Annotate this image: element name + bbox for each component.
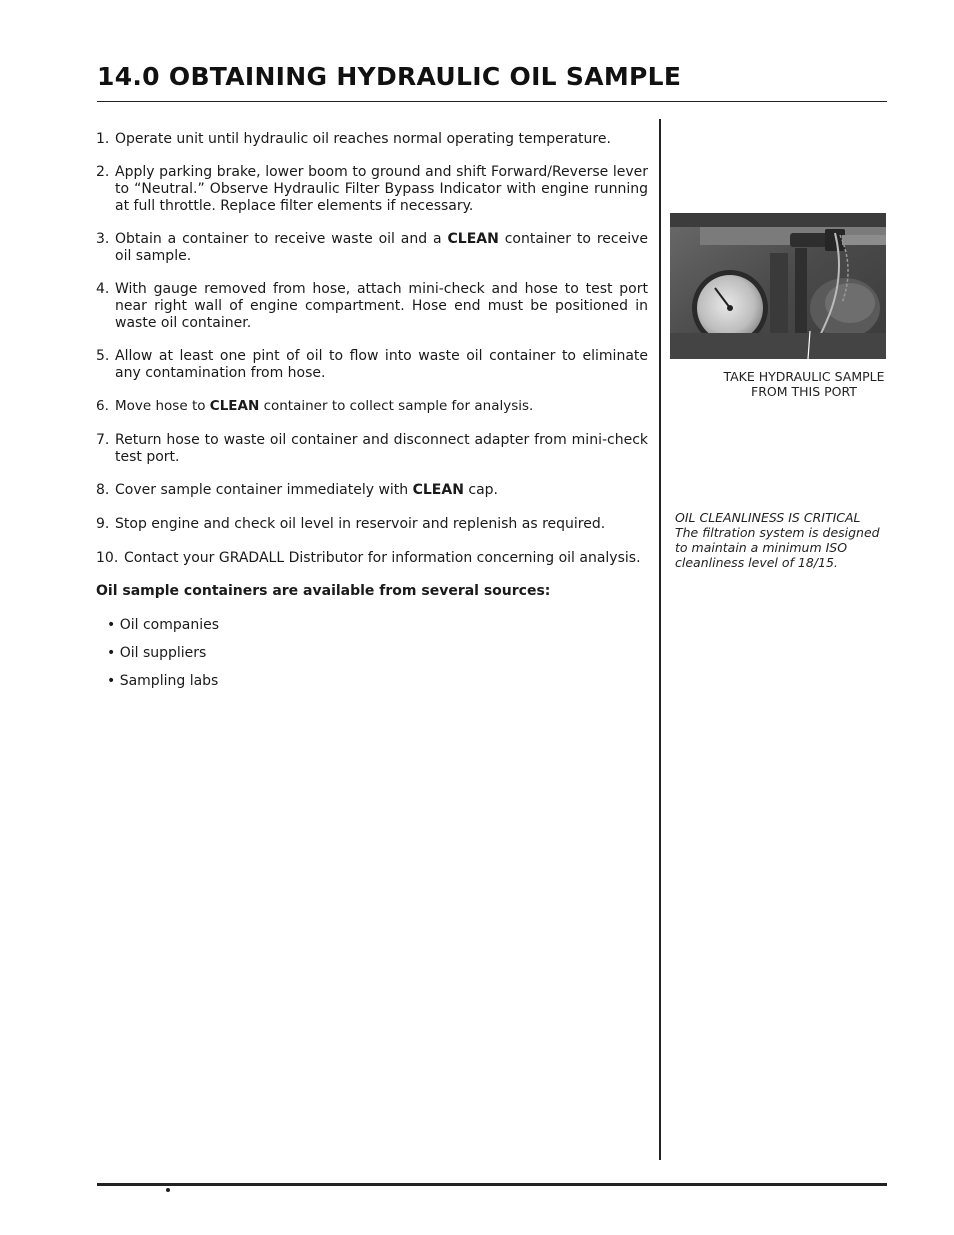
step-text: Allow at least one pint of oil to flow into waste oil container to eliminate any contamination from hose. [115,348,648,381]
containers-list [96,617,648,701]
step-text: Return hose to waste oil container and disconnect adapter from mini-check test port. [115,432,648,465]
step-number: 3. [96,231,110,247]
step-text-bold: CLEAN [412,482,464,498]
procedure-steps [96,131,648,701]
step-text: Contact your GRADALL Distributor for information concerning oil analysis. [124,550,641,566]
step-number: 4. [96,281,110,297]
caption-line: FROM THIS PORT [751,384,857,399]
list-item: • Oil suppliers [107,645,207,661]
caption-line: TAKE HYDRAULIC SAMPLE [723,369,885,384]
cleanliness-note [675,510,887,570]
page-title: 14.0 OBTAINING HYDRAULIC OIL SAMPLE [97,62,682,91]
step-text: Operate unit until hydraulic oil reaches normal operating temperature. [115,131,611,147]
step-text-post: container to collect sample for analysis. [259,398,534,414]
step-text-pre: Cover sample container immediately with [115,482,413,498]
list-item: • Oil companies [107,617,219,633]
step-3 [96,231,648,265]
step-9 [96,516,648,533]
list-item: • Sampling labs [107,673,219,689]
step-number: 2. [96,164,110,180]
step-number: 7. [96,432,110,448]
step-text-bold: CLEAN [447,231,499,247]
note-line: cleanliness level of 18/15. [675,555,838,570]
step-text-pre: Obtain a container to receive waste oil and a [115,231,448,247]
step-5 [96,348,648,382]
note-line: OIL CLEANLINESS IS CRITICAL [675,510,861,525]
step-number: 9. [96,516,110,532]
column-divider [659,119,661,1160]
hydraulic-port-photo [670,213,886,359]
step-text-bold: CLEAN [209,398,260,414]
title-underline [97,101,887,102]
note-line: The filtration system is designed [675,525,880,540]
step-text: Apply parking brake, lower boom to ground and shift Forward/Reverse lever to “Neutral.” Observe Hydraulic Filter Bypass Indicator with engine running at full throttle. Replace filter elements if necessary. [115,164,648,214]
step-number: 8. [96,482,110,498]
step-number: 6. [96,398,109,414]
step-text-post: cap. [463,482,498,498]
step-10 [96,550,648,567]
step-4 [96,281,648,332]
hydraulic-port-photo-art [670,213,886,359]
step-8 [96,482,648,499]
photo-caption [720,369,888,399]
footer-rule [97,1183,887,1186]
step-number: 10. [96,550,119,566]
step-text: With gauge removed from hose, attach mini-check and hose to test port near right wall of engine compartment. Hose end must be positioned in waste oil container. [115,281,648,331]
containers-heading: Oil sample containers are available from several sources: [96,583,551,599]
note-line: to maintain a minimum ISO [675,540,848,555]
step-text-post: container to receive oil sample. [115,231,649,264]
step-6 [96,398,648,415]
step-text-pre: Move hose to [115,398,210,414]
step-7 [96,432,648,466]
step-number: 5. [96,348,110,364]
step-number: 1. [96,131,110,147]
footer-dot [166,1188,170,1192]
step-text: Stop engine and check oil level in reservoir and replenish as required. [115,516,606,532]
step-2 [96,164,648,215]
step-1 [96,131,648,148]
